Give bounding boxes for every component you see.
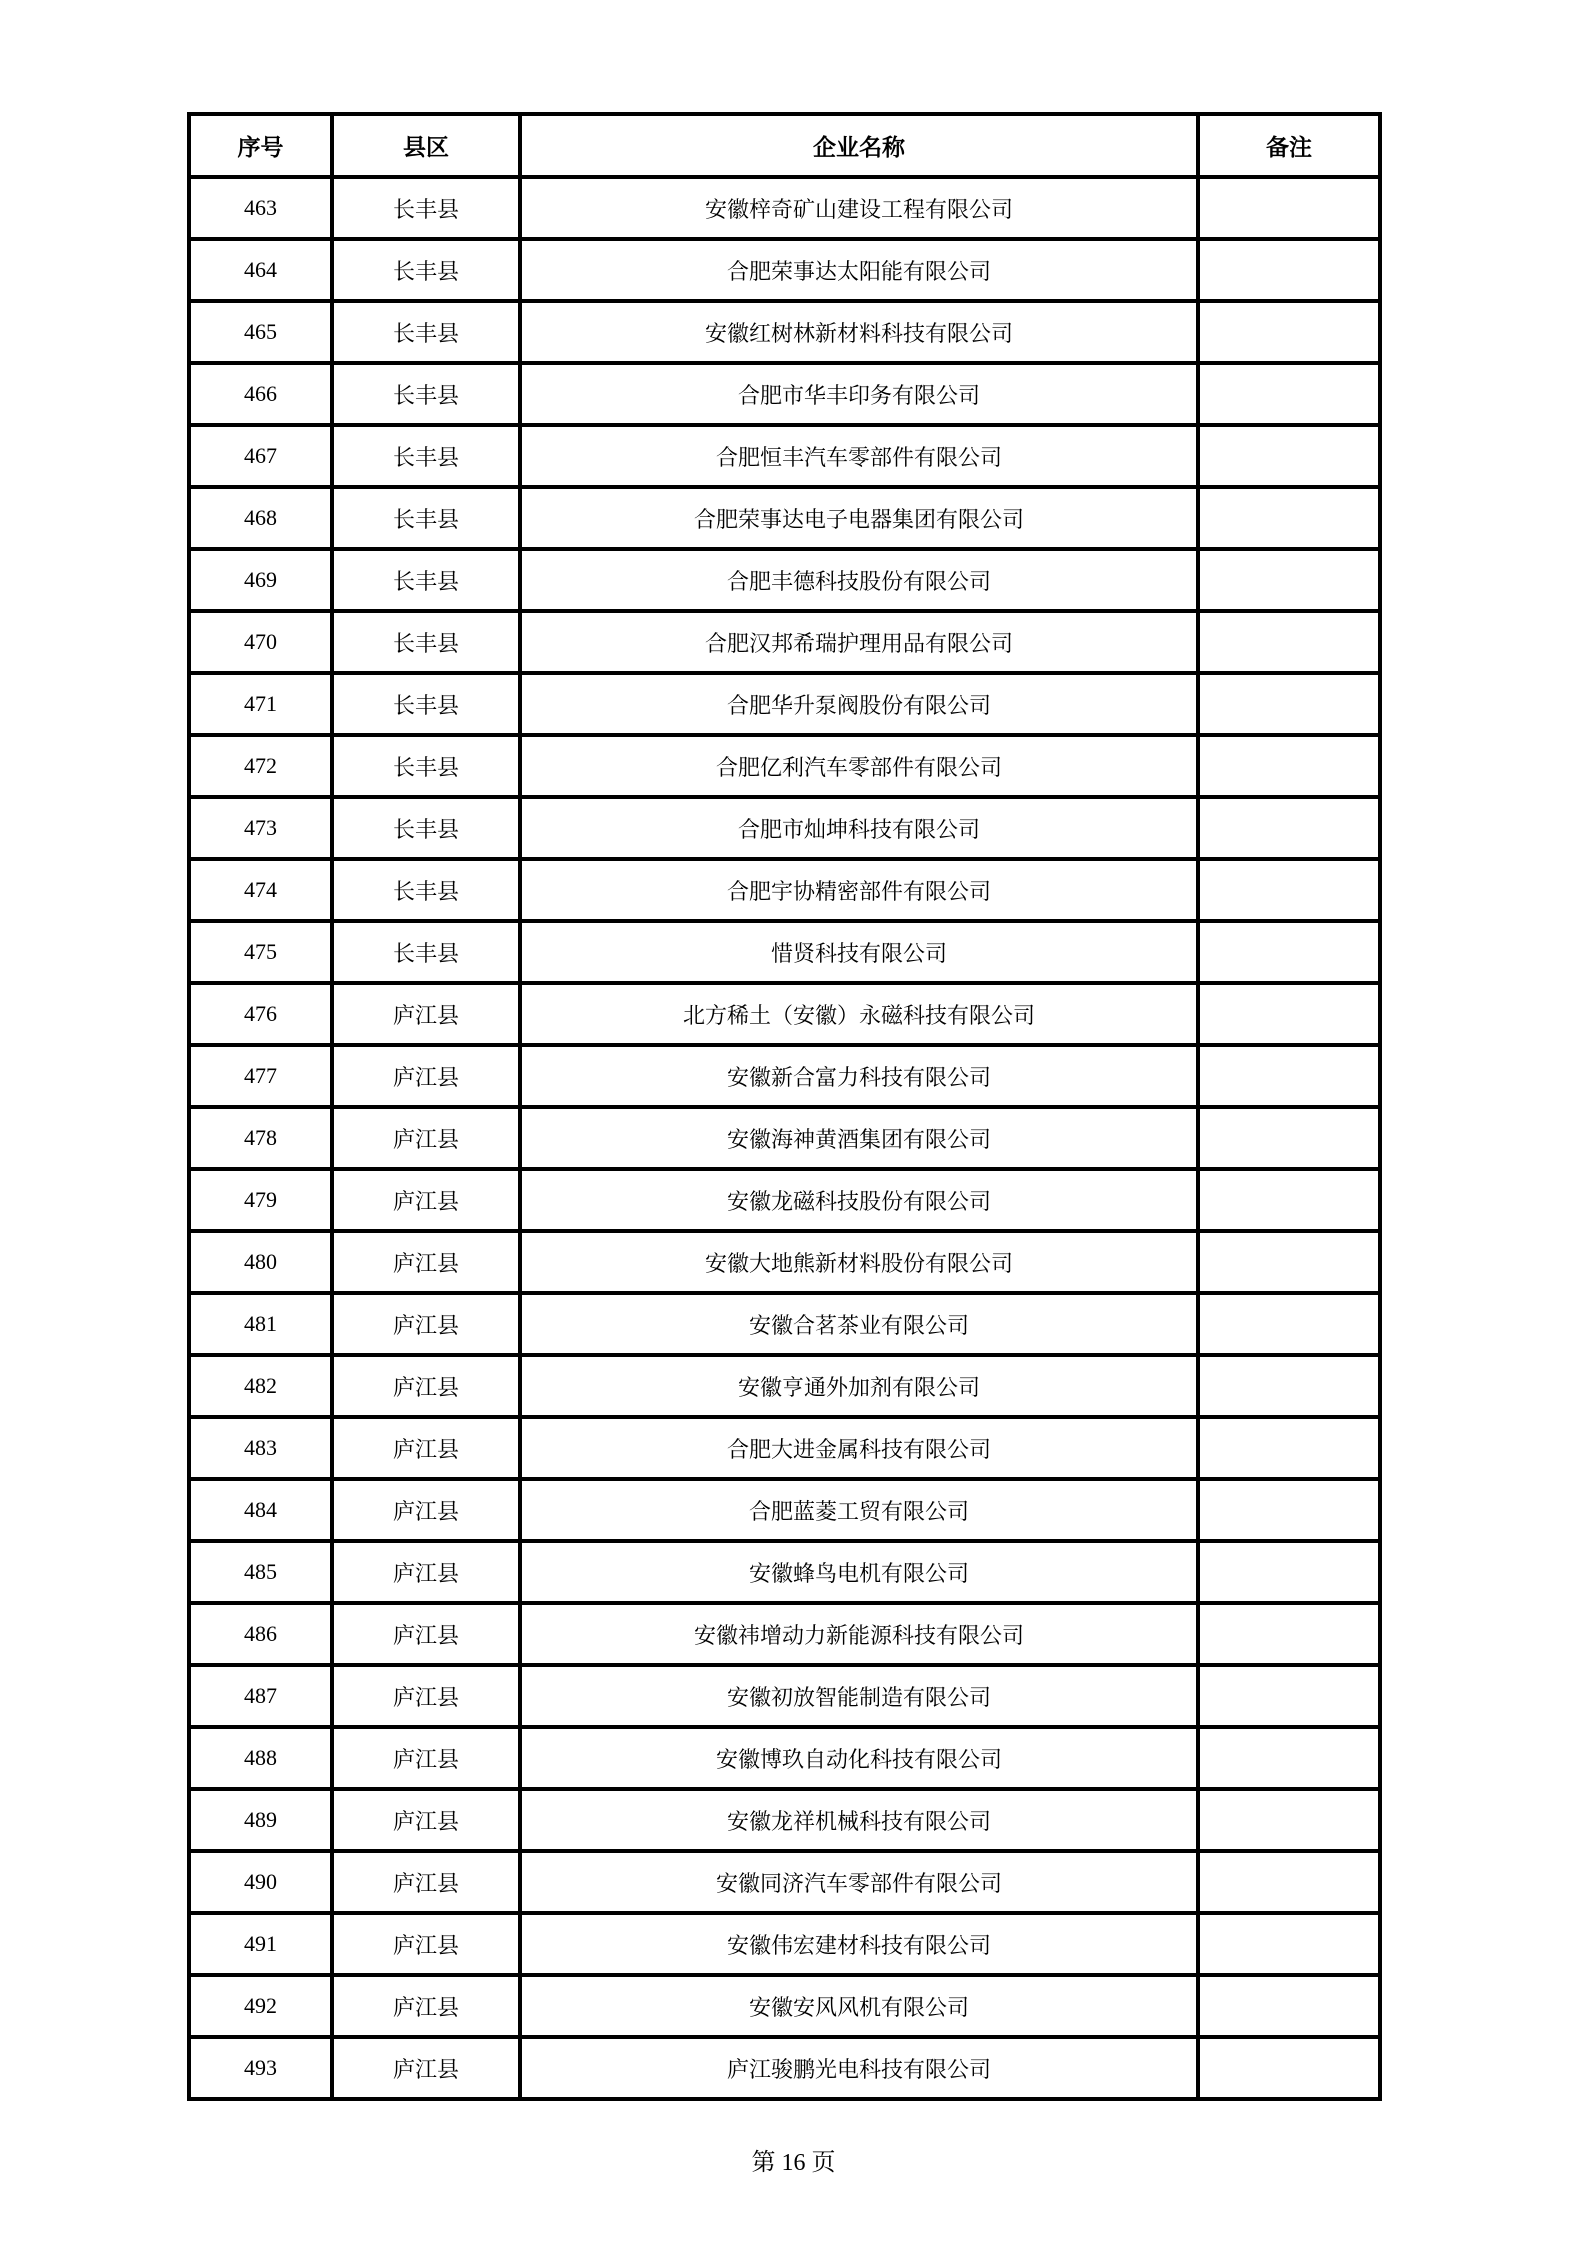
cell-company-name: 安徽博玖自动化科技有限公司 bbox=[520, 1727, 1198, 1789]
cell-remarks bbox=[1198, 239, 1380, 301]
cell-company-name: 安徽伟宏建材科技有限公司 bbox=[520, 1913, 1198, 1975]
cell-serial-number: 474 bbox=[189, 859, 332, 921]
table-row bbox=[189, 1231, 1380, 1293]
cell-serial-number: 484 bbox=[189, 1479, 332, 1541]
cell-county: 庐江县 bbox=[332, 1417, 520, 1479]
cell-county: 庐江县 bbox=[332, 1355, 520, 1417]
cell-company-name: 安徽同济汽车零部件有限公司 bbox=[520, 1851, 1198, 1913]
cell-county: 庐江县 bbox=[332, 1107, 520, 1169]
cell-county: 长丰县 bbox=[332, 673, 520, 735]
cell-remarks bbox=[1198, 1355, 1380, 1417]
table-row bbox=[189, 1913, 1380, 1975]
cell-company-name: 合肥亿利汽车零部件有限公司 bbox=[520, 735, 1198, 797]
cell-remarks bbox=[1198, 2037, 1380, 2099]
cell-serial-number: 482 bbox=[189, 1355, 332, 1417]
cell-county: 庐江县 bbox=[332, 1541, 520, 1603]
cell-remarks bbox=[1198, 673, 1380, 735]
cell-county: 长丰县 bbox=[332, 487, 520, 549]
cell-serial-number: 466 bbox=[189, 363, 332, 425]
table-row bbox=[189, 301, 1380, 363]
table-row bbox=[189, 1417, 1380, 1479]
cell-company-name: 安徽梓奇矿山建设工程有限公司 bbox=[520, 177, 1198, 239]
cell-remarks bbox=[1198, 921, 1380, 983]
cell-company-name: 庐江骏鹏光电科技有限公司 bbox=[520, 2037, 1198, 2099]
cell-remarks bbox=[1198, 549, 1380, 611]
cell-county: 庐江县 bbox=[332, 1479, 520, 1541]
table-row bbox=[189, 2037, 1380, 2099]
cell-remarks bbox=[1198, 983, 1380, 1045]
table-row bbox=[189, 239, 1380, 301]
cell-company-name: 北方稀土（安徽）永磁科技有限公司 bbox=[520, 983, 1198, 1045]
table-row bbox=[189, 425, 1380, 487]
cell-serial-number: 479 bbox=[189, 1169, 332, 1231]
cell-remarks bbox=[1198, 1789, 1380, 1851]
cell-serial-number: 488 bbox=[189, 1727, 332, 1789]
cell-company-name: 合肥市灿坤科技有限公司 bbox=[520, 797, 1198, 859]
cell-company-name: 合肥恒丰汽车零部件有限公司 bbox=[520, 425, 1198, 487]
cell-county: 庐江县 bbox=[332, 1169, 520, 1231]
cell-remarks bbox=[1198, 735, 1380, 797]
cell-company-name: 合肥市华丰印务有限公司 bbox=[520, 363, 1198, 425]
cell-serial-number: 481 bbox=[189, 1293, 332, 1355]
table-row bbox=[189, 1851, 1380, 1913]
cell-serial-number: 491 bbox=[189, 1913, 332, 1975]
table-row bbox=[189, 487, 1380, 549]
cell-serial-number: 480 bbox=[189, 1231, 332, 1293]
cell-company-name: 安徽海神黄酒集团有限公司 bbox=[520, 1107, 1198, 1169]
cell-company-name: 安徽龙磁科技股份有限公司 bbox=[520, 1169, 1198, 1231]
cell-company-name: 合肥华升泵阀股份有限公司 bbox=[520, 673, 1198, 735]
header-county: 县区 bbox=[332, 114, 520, 177]
table-row bbox=[189, 1355, 1380, 1417]
cell-county: 庐江县 bbox=[332, 1851, 520, 1913]
cell-company-name: 安徽红树林新材料科技有限公司 bbox=[520, 301, 1198, 363]
cell-remarks bbox=[1198, 1479, 1380, 1541]
cell-remarks bbox=[1198, 1727, 1380, 1789]
cell-serial-number: 478 bbox=[189, 1107, 332, 1169]
cell-serial-number: 463 bbox=[189, 177, 332, 239]
cell-county: 长丰县 bbox=[332, 301, 520, 363]
cell-serial-number: 483 bbox=[189, 1417, 332, 1479]
cell-company-name: 安徽祎增动力新能源科技有限公司 bbox=[520, 1603, 1198, 1665]
table-row bbox=[189, 1665, 1380, 1727]
cell-company-name: 安徽亨通外加剂有限公司 bbox=[520, 1355, 1198, 1417]
cell-county: 庐江县 bbox=[332, 1045, 520, 1107]
header-remarks: 备注 bbox=[1198, 114, 1380, 177]
table-row bbox=[189, 611, 1380, 673]
cell-county: 长丰县 bbox=[332, 425, 520, 487]
cell-serial-number: 476 bbox=[189, 983, 332, 1045]
cell-county: 庐江县 bbox=[332, 1975, 520, 2037]
cell-serial-number: 477 bbox=[189, 1045, 332, 1107]
cell-remarks bbox=[1198, 1603, 1380, 1665]
table-row bbox=[189, 1479, 1380, 1541]
cell-remarks bbox=[1198, 363, 1380, 425]
cell-remarks bbox=[1198, 611, 1380, 673]
cell-company-name: 安徽合茗茶业有限公司 bbox=[520, 1293, 1198, 1355]
cell-company-name: 合肥蓝菱工贸有限公司 bbox=[520, 1479, 1198, 1541]
cell-county: 庐江县 bbox=[332, 1665, 520, 1727]
page-number-footer: 第 16 页 bbox=[751, 2150, 836, 2176]
table-row bbox=[189, 1045, 1380, 1107]
cell-serial-number: 465 bbox=[189, 301, 332, 363]
cell-serial-number: 472 bbox=[189, 735, 332, 797]
cell-serial-number: 467 bbox=[189, 425, 332, 487]
cell-remarks bbox=[1198, 1293, 1380, 1355]
cell-county: 长丰县 bbox=[332, 363, 520, 425]
cell-company-name: 安徽蜂鸟电机有限公司 bbox=[520, 1541, 1198, 1603]
company-table bbox=[187, 112, 1382, 2101]
table-row bbox=[189, 921, 1380, 983]
header-row bbox=[189, 114, 1380, 177]
cell-remarks bbox=[1198, 1665, 1380, 1727]
table-row bbox=[189, 1975, 1380, 2037]
cell-county: 庐江县 bbox=[332, 1603, 520, 1665]
cell-serial-number: 464 bbox=[189, 239, 332, 301]
table-row bbox=[189, 859, 1380, 921]
cell-serial-number: 475 bbox=[189, 921, 332, 983]
cell-county: 庐江县 bbox=[332, 1231, 520, 1293]
cell-county: 长丰县 bbox=[332, 921, 520, 983]
table-row bbox=[189, 1789, 1380, 1851]
cell-remarks bbox=[1198, 301, 1380, 363]
cell-county: 庐江县 bbox=[332, 983, 520, 1045]
table-row bbox=[189, 1727, 1380, 1789]
cell-company-name: 安徽大地熊新材料股份有限公司 bbox=[520, 1231, 1198, 1293]
table-row bbox=[189, 1293, 1380, 1355]
cell-remarks bbox=[1198, 859, 1380, 921]
cell-serial-number: 486 bbox=[189, 1603, 332, 1665]
cell-remarks bbox=[1198, 797, 1380, 859]
table-row bbox=[189, 673, 1380, 735]
cell-company-name: 惜贤科技有限公司 bbox=[520, 921, 1198, 983]
cell-company-name: 安徽初放智能制造有限公司 bbox=[520, 1665, 1198, 1727]
cell-serial-number: 493 bbox=[189, 2037, 332, 2099]
cell-serial-number: 490 bbox=[189, 1851, 332, 1913]
cell-county: 长丰县 bbox=[332, 859, 520, 921]
table-row bbox=[189, 363, 1380, 425]
cell-remarks bbox=[1198, 487, 1380, 549]
cell-serial-number: 470 bbox=[189, 611, 332, 673]
cell-serial-number: 485 bbox=[189, 1541, 332, 1603]
header-serial-number: 序号 bbox=[189, 114, 332, 177]
table-row bbox=[189, 735, 1380, 797]
table-header bbox=[189, 114, 1380, 177]
cell-county: 长丰县 bbox=[332, 177, 520, 239]
cell-company-name: 合肥大进金属科技有限公司 bbox=[520, 1417, 1198, 1479]
cell-serial-number: 473 bbox=[189, 797, 332, 859]
cell-company-name: 合肥汉邦希瑞护理用品有限公司 bbox=[520, 611, 1198, 673]
cell-company-name: 安徽龙祥机械科技有限公司 bbox=[520, 1789, 1198, 1851]
cell-remarks bbox=[1198, 1169, 1380, 1231]
table-row bbox=[189, 1541, 1380, 1603]
cell-county: 长丰县 bbox=[332, 611, 520, 673]
cell-serial-number: 471 bbox=[189, 673, 332, 735]
cell-company-name: 安徽新合富力科技有限公司 bbox=[520, 1045, 1198, 1107]
cell-remarks bbox=[1198, 177, 1380, 239]
table-row bbox=[189, 797, 1380, 859]
cell-county: 庐江县 bbox=[332, 2037, 520, 2099]
cell-county: 庐江县 bbox=[332, 1293, 520, 1355]
cell-remarks bbox=[1198, 1541, 1380, 1603]
cell-company-name: 合肥丰德科技股份有限公司 bbox=[520, 549, 1198, 611]
cell-serial-number: 489 bbox=[189, 1789, 332, 1851]
table-row bbox=[189, 983, 1380, 1045]
cell-county: 庐江县 bbox=[332, 1727, 520, 1789]
cell-remarks bbox=[1198, 1851, 1380, 1913]
cell-serial-number: 492 bbox=[189, 1975, 332, 2037]
cell-company-name: 安徽安风风机有限公司 bbox=[520, 1975, 1198, 2037]
cell-remarks bbox=[1198, 1913, 1380, 1975]
cell-remarks bbox=[1198, 1975, 1380, 2037]
cell-serial-number: 487 bbox=[189, 1665, 332, 1727]
cell-county: 庐江县 bbox=[332, 1789, 520, 1851]
cell-remarks bbox=[1198, 1417, 1380, 1479]
table-row bbox=[189, 177, 1380, 239]
cell-remarks bbox=[1198, 1107, 1380, 1169]
cell-county: 庐江县 bbox=[332, 1913, 520, 1975]
cell-company-name: 合肥荣事达电子电器集团有限公司 bbox=[520, 487, 1198, 549]
cell-county: 长丰县 bbox=[332, 797, 520, 859]
cell-county: 长丰县 bbox=[332, 549, 520, 611]
cell-remarks bbox=[1198, 1231, 1380, 1293]
cell-company-name: 合肥宇协精密部件有限公司 bbox=[520, 859, 1198, 921]
table-body bbox=[189, 177, 1380, 2099]
cell-remarks bbox=[1198, 425, 1380, 487]
cell-serial-number: 468 bbox=[189, 487, 332, 549]
cell-county: 长丰县 bbox=[332, 735, 520, 797]
table-row bbox=[189, 1169, 1380, 1231]
cell-remarks bbox=[1198, 1045, 1380, 1107]
table-row bbox=[189, 1107, 1380, 1169]
header-company-name: 企业名称 bbox=[520, 114, 1198, 177]
cell-company-name: 合肥荣事达太阳能有限公司 bbox=[520, 239, 1198, 301]
cell-county: 长丰县 bbox=[332, 239, 520, 301]
table-row bbox=[189, 1603, 1380, 1665]
cell-serial-number: 469 bbox=[189, 549, 332, 611]
table-row bbox=[189, 549, 1380, 611]
